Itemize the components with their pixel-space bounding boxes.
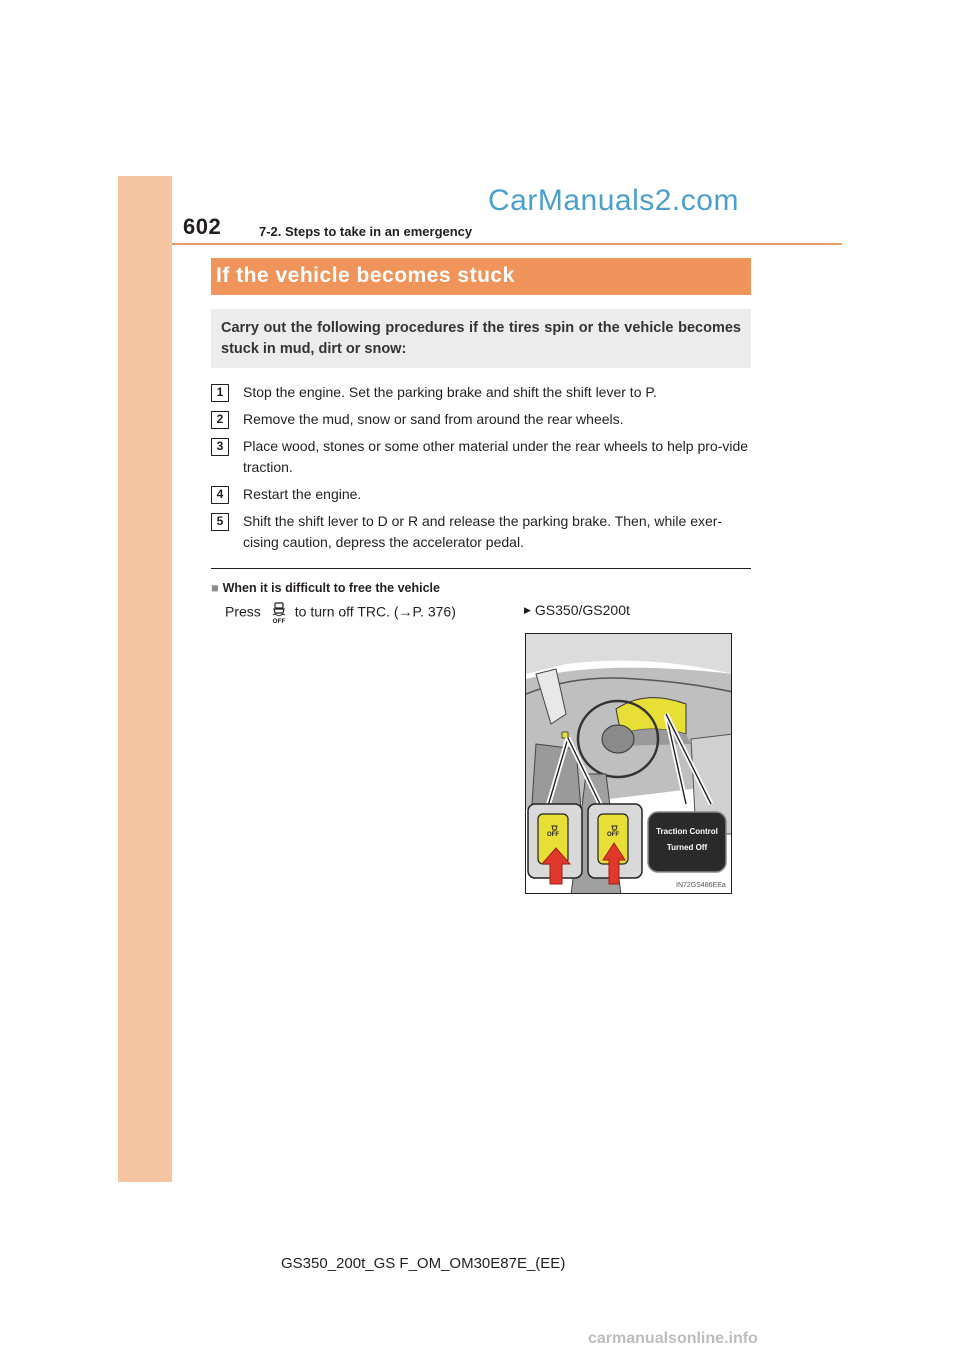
square-bullet-icon: ■ xyxy=(211,581,219,595)
note-text xyxy=(225,602,456,624)
step-number: 5 xyxy=(211,513,229,531)
button-off-label: OFF xyxy=(547,832,559,838)
page-number: 602 xyxy=(183,214,222,239)
intro-box: Carry out the following procedures if the tires spin or the vehicle becomes stuck in mud, dirt or snow: xyxy=(211,309,751,368)
svg-text:OFF: OFF xyxy=(272,618,286,624)
footer-document-code: GS350_200t_GS F_OM_OM30E87E_(EE) xyxy=(281,1255,566,1272)
note-press-text: Press xyxy=(225,603,261,620)
step-item xyxy=(211,436,751,478)
figure-code: IN72GS486EEa xyxy=(676,882,726,889)
display-message-line1: Traction Control xyxy=(656,827,718,836)
display-message-line2: Turned Off xyxy=(666,843,708,852)
step-text: Remove the mud, snow or sand from around the rear wheels. xyxy=(243,411,624,427)
model-name: GS350/GS200t xyxy=(534,602,630,618)
header-rule xyxy=(172,243,842,245)
step-text: Shift the shift lever to D or R and release the parking brake. Then, while exer-cising caution, depress the accelerator pedal. xyxy=(243,513,723,550)
note-heading xyxy=(211,581,440,595)
step-item xyxy=(211,409,751,430)
section-divider xyxy=(211,568,751,569)
triangle-bullet-icon: ▶ xyxy=(524,605,531,615)
page-title-bar xyxy=(211,258,751,295)
note-heading-text: When it is difficult to free the vehicle xyxy=(222,581,440,595)
step-text: Restart the engine. xyxy=(243,486,362,502)
step-text: Stop the engine. Set the parking brake and shift the shift lever to P. xyxy=(243,384,657,400)
trc-off-icon xyxy=(269,602,289,624)
dashboard-illustration xyxy=(525,633,732,894)
step-list xyxy=(211,382,751,559)
step-number: 3 xyxy=(211,438,229,456)
step-number: 2 xyxy=(211,411,229,429)
side-tab-band xyxy=(118,176,172,1182)
watermark-logo[interactable]: CarManuals2.com xyxy=(488,184,739,217)
step-item xyxy=(211,382,751,403)
footer-watermark[interactable]: carmanualsonline.info xyxy=(588,1330,758,1347)
section-title: 7-2. Steps to take in an emergency xyxy=(259,224,473,239)
step-number: 4 xyxy=(211,486,229,504)
step-item xyxy=(211,484,751,505)
page-title: If the vehicle becomes stuck xyxy=(216,264,515,287)
step-text: Place wood, stones or some other material under the rear wheels to help pro-vide traction. xyxy=(243,438,749,475)
note-after-icon-text[interactable]: to turn off TRC. (→P. 376) xyxy=(294,603,456,620)
step-item xyxy=(211,511,751,553)
step-number: 1 xyxy=(211,384,229,402)
model-label xyxy=(524,602,630,618)
button-off-label: OFF xyxy=(607,832,619,838)
